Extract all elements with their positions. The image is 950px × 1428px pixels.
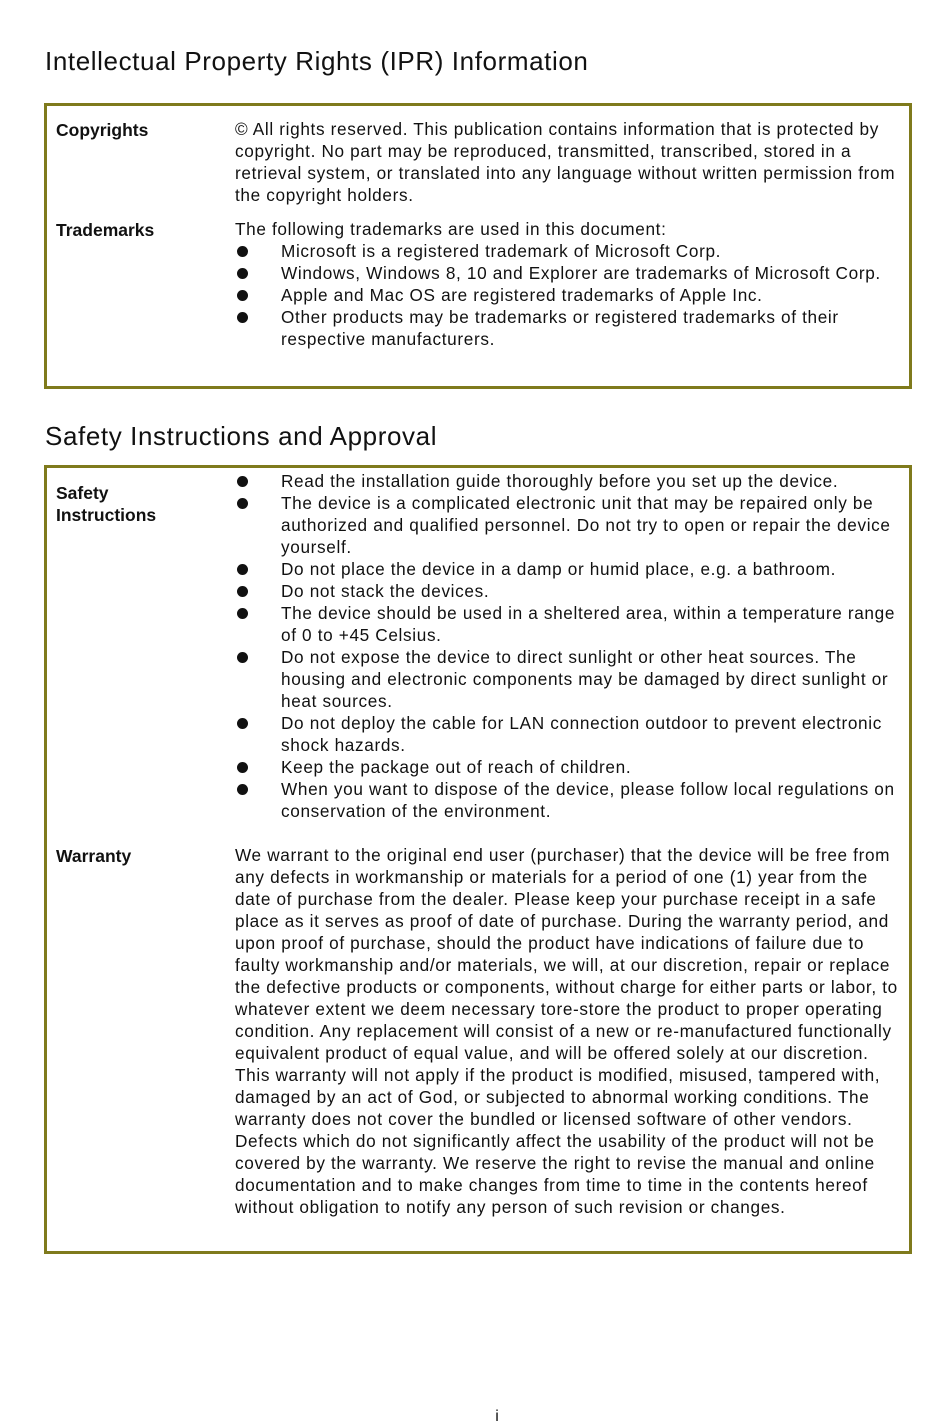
trademarks-label: Trademarks [56,220,155,240]
list-item: Keep the package out of reach of children. [235,756,905,778]
ipr-box [44,103,912,389]
bullet-icon [237,498,248,509]
list-item: Other products may be trademarks or registered trademarks of their respective manufacturers. [235,306,905,350]
bullet-icon [237,762,248,773]
list-item: Do not expose the device to direct sunlight or other heat sources. The housing and electronic components may be damaged by direct sunlight or heat sources. [235,646,905,712]
safety-label-line2: Instructions [56,505,157,525]
bullet-icon [237,586,248,597]
trademarks-intro: The following trademarks are used in this document: [235,219,667,239]
safety-instructions-label [56,482,226,526]
page-number: i [495,1408,499,1425]
list-item: Do not deploy the cable for LAN connection outdoor to prevent electronic shock hazards. [235,712,905,756]
list-item: Windows, Windows 8, 10 and Explorer are trademarks of Microsoft Corp. [235,262,905,284]
list-item: Do not place the device in a damp or humid place, e.g. a bathroom. [235,558,905,580]
bullet-icon [237,784,248,795]
bullet-icon [237,564,248,575]
warranty-text: We warrant to the original end user (purchaser) that the device will be free from any defects in workmanship or materials for a period of one (1) year from the date of purchase from the dealer. Please keep your purchase receipt in a safe place as it serves as proof of date of purchase. During the warranty period, and upon proof of purchase, should the product have indications of failure due to faulty workmanship and/or materials, we will, at our discretion, repair or replace the defective products or components, without charge for either parts or labor, to whatever extent we deem necessary tore-store the product to proper operating condition. Any replacement will consist of a new or re-manufactured functionally equivalent product of equal value, and will be offered solely at our discretion. This warranty will not apply if the product is modified, misused, tampered with, damaged by an act of God, or subjected to abnormal working conditions. The warranty does not cover the bundled or licensed software of other vendors. Defects which do not significantly affect the usability of the product will not be covered by the warranty. We reserve the right to revise the manual and online documentation and to make changes from time to time in the contents hereof without obligation to notify any person of such revision or changes. [235,845,898,1217]
copyrights-body [235,118,905,206]
list-item: Apple and Mac OS are registered trademarks of Apple Inc. [235,284,905,306]
safety-instructions-list [235,470,905,822]
warranty-label: Warranty [56,846,132,866]
bullet-icon [237,268,248,279]
safety-label-line1: Safety [56,483,109,503]
list-item: Read the installation guide thoroughly before you set up the device. [235,470,905,492]
list-item: The device is a complicated electronic unit that may be repaired only be authorized and qualified personnel. Do not try to open or repair the device yourself. [235,492,905,558]
copyrights-label: Copyrights [56,120,149,140]
bullet-icon [237,476,248,487]
bullet-icon [237,608,248,619]
warranty-body [235,844,905,1218]
bullet-icon [237,312,248,323]
list-item: Microsoft is a registered trademark of Microsoft Corp. [235,240,905,262]
trademarks-list [235,240,905,350]
list-item: Do not stack the devices. [235,580,905,602]
trademarks-body [235,218,905,350]
list-item: When you want to dispose of the device, please follow local regulations on conservation of the environment. [235,778,905,822]
copyrights-text: © All rights reserved. This publication contains information that is protected by copyright. No part may be reproduced, transmitted, transcribed, stored in a retrieval system, or translated into any language without written permission from the copyright holders. [235,119,896,205]
list-item: The device should be used in a sheltered area, within a temperature range of 0 to +45 Celsius. [235,602,905,646]
bullet-icon [237,290,248,301]
safety-box [44,465,912,1254]
bullet-icon [237,246,248,257]
bullet-icon [237,652,248,663]
safety-instructions-body [235,470,905,822]
safety-section-title: Safety Instructions and Approval [45,421,438,451]
bullet-icon [237,718,248,729]
ipr-section-title: Intellectual Property Rights (IPR) Information [45,46,589,76]
